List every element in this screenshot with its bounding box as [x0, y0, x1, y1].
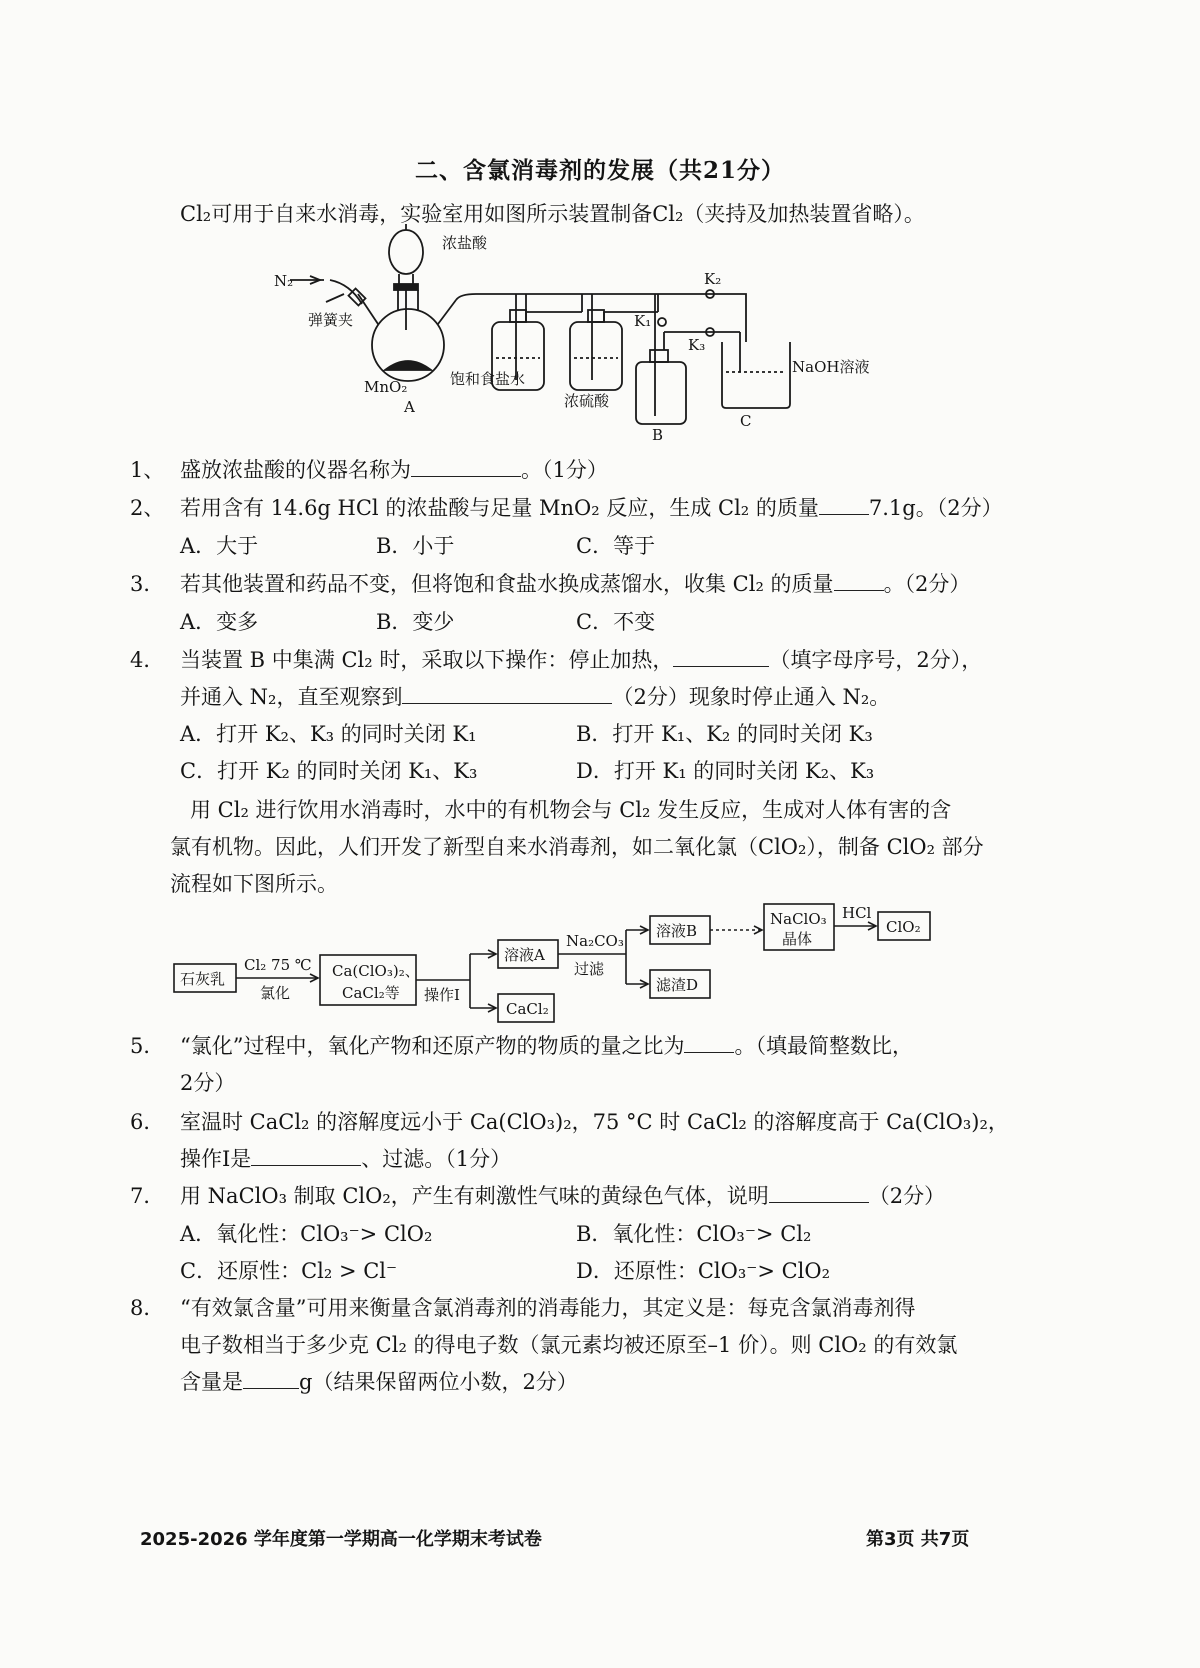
question-text-end: （2分）: [868, 1184, 946, 1208]
option-c[interactable]: C．等于: [576, 534, 656, 558]
flow-diagram: [170, 900, 950, 1030]
label-mno2: MnO₂: [364, 378, 408, 396]
question-3: [130, 566, 1030, 603]
flow-mix-2: CaCl₂等: [342, 984, 400, 1002]
question-text: 若用含有 14.6g HCl 的浓盐酸与足量 MnO₂ 反应，生成 Cl₂ 的质量: [180, 496, 819, 520]
flow-naclo3-1: NaClO₃: [770, 910, 827, 928]
section-title: 二、含氯消毒剂的发展（共21分）: [414, 157, 785, 184]
label-k2: K₂: [704, 270, 722, 288]
question-text-end: 。（2分）: [883, 572, 971, 596]
paragraph-line: 用 Cl₂ 进行饮用水消毒时，水中的有机物会与 Cl₂ 发生反应，生成对人体有害的含: [190, 798, 952, 822]
question-text: 当装置 B 中集满 Cl₂ 时，采取以下操作：停止加热，: [180, 648, 674, 672]
option-d[interactable]: D．打开 K₁ 的同时关闭 K₂、K₃: [576, 759, 875, 783]
question-number: 5．: [130, 1034, 165, 1058]
question-number: 4．: [130, 648, 165, 672]
answer-blank[interactable]: [819, 492, 869, 515]
question-number: 3．: [130, 572, 165, 596]
flow-sol-a: 溶液A: [504, 946, 545, 964]
flow-naclo3-2: 晶体: [782, 930, 813, 948]
label-h2so4: 浓硫酸: [564, 392, 610, 410]
question-text-line3: 含量是: [180, 1370, 243, 1394]
flow-mix-1: Ca(ClO₃)₂、: [332, 962, 420, 980]
option-b[interactable]: B．变少: [376, 610, 455, 634]
label-brine: 饱和食盐水: [450, 370, 526, 388]
intro-text: Cl₂可用于自来水消毒，实验室用如图所示装置制备Cl₂（夹持及加热装置省略）。: [180, 202, 925, 226]
paragraph-line: 流程如下图所示。: [170, 872, 338, 896]
answer-blank[interactable]: [834, 568, 884, 591]
question-6: [130, 1104, 1030, 1178]
question-text-end: g（结果保留两位小数，2分）: [299, 1370, 578, 1394]
label-n2: N₂: [274, 272, 294, 290]
question-text-end: 、过滤。（1分）: [361, 1147, 512, 1171]
option-c[interactable]: C．还原性：Cl₂ > Cl⁻: [180, 1259, 398, 1283]
answer-blank[interactable]: [673, 644, 769, 667]
question-4: [130, 642, 1030, 716]
flow-intro-paragraph: [170, 792, 1010, 903]
option-a[interactable]: A．大于: [180, 534, 259, 558]
question-text: 盛放浓盐酸的仪器名称为: [180, 458, 411, 482]
footer-exam-title: 2025-2026 学年度第一学期高一化学期末考试卷: [140, 1529, 542, 1550]
label-clamp: 弹簧夹: [308, 311, 354, 329]
question-8: [130, 1290, 1030, 1401]
option-c[interactable]: C．不变: [576, 610, 656, 634]
option-a[interactable]: A．氧化性：ClO₃⁻> ClO₂: [180, 1222, 433, 1246]
label-a: A: [404, 398, 415, 416]
flow-start: 石灰乳: [180, 970, 226, 988]
flow-hcl: HCl: [842, 904, 872, 922]
footer-page-number: 第3页 共7页: [866, 1529, 970, 1550]
flow-clo2: ClO₂: [886, 918, 921, 936]
question-number: 7．: [130, 1184, 165, 1208]
answer-blank[interactable]: [411, 454, 521, 477]
option-a[interactable]: A．变多: [180, 610, 259, 634]
question-2: [130, 490, 1030, 527]
question-text-line2-end: （2分）现象时停止通入 N₂。: [612, 685, 891, 709]
label-naoh: NaOH溶液: [792, 358, 870, 376]
question-text-line2: 并通入 N₂，直至观察到: [180, 685, 403, 709]
question-text-line2: 电子数相当于多少克 Cl₂ 的得电子数（氯元素均被还原至–1 价）。则 ClO₂ 的有效氯: [180, 1333, 958, 1357]
option-b[interactable]: B．小于: [376, 534, 455, 558]
question-text-line2: 2分）: [180, 1071, 236, 1095]
answer-blank[interactable]: [684, 1030, 734, 1053]
answer-blank[interactable]: [251, 1143, 361, 1166]
question-number: 2、: [130, 496, 165, 520]
flow-cond2-bottom: 过滤: [574, 960, 605, 978]
flow-cacl2: CaCl₂: [506, 1000, 549, 1018]
question-text-end: （填字母序号，2分），: [769, 648, 983, 672]
option-b[interactable]: B．氧化性：ClO₃⁻> Cl₂: [576, 1222, 812, 1246]
question-1: [130, 452, 1030, 489]
label-k1: K₁: [634, 312, 652, 330]
label-k3: K₃: [688, 336, 706, 354]
question-5: [130, 1028, 1030, 1102]
question-number: 8．: [130, 1296, 165, 1320]
question-text: 室温时 CaCl₂ 的溶解度远小于 Ca(ClO₃)₂，75 °C 时 CaCl₂ 的溶解度高于 Ca(ClO₃)₂，: [180, 1110, 1009, 1134]
label-acid: 浓盐酸: [442, 234, 488, 252]
apparatus-diagram: [270, 222, 870, 447]
answer-blank[interactable]: [243, 1366, 299, 1389]
flow-sol-b: 溶液B: [656, 922, 698, 940]
answer-blank[interactable]: [769, 1180, 869, 1203]
question-text-end: 7.1g。（2分）: [868, 496, 1003, 520]
question-text: “有效氯含量”可用来衡量含氯消毒剂的消毒能力，其定义是：每克含氯消毒剂得: [180, 1296, 916, 1320]
flow-cond1-bottom: 氯化: [260, 984, 291, 1002]
option-d[interactable]: D．还原性：ClO₃⁻> ClO₂: [576, 1259, 831, 1283]
option-b[interactable]: B．打开 K₁、K₂ 的同时关闭 K₃: [576, 722, 873, 746]
flow-cond2-top: Na₂CO₃: [566, 932, 624, 950]
question-7: [130, 1178, 1030, 1215]
answer-blank-2[interactable]: [402, 681, 612, 704]
question-number: 1、: [130, 458, 165, 482]
question-text: “氯化”过程中，氧化产物和还原产物的物质的量之比为: [180, 1034, 685, 1058]
flow-res-d: 滤渣D: [656, 976, 699, 994]
question-text-end: 。（1分）: [521, 458, 608, 482]
question-text-end: 。（填最简整数比，: [734, 1034, 913, 1058]
flow-cond1-top: Cl₂ 75 ℃: [244, 956, 312, 974]
option-a[interactable]: A．打开 K₂、K₃ 的同时关闭 K₁: [180, 722, 477, 746]
paragraph-line: 氯有机物。因此，人们开发了新型自来水消毒剂，如二氧化氯（ClO₂），制备 ClO₂ 部分: [170, 835, 984, 859]
option-c[interactable]: C．打开 K₂ 的同时关闭 K₁、K₃: [180, 759, 478, 783]
question-text-line2: 操作I是: [180, 1147, 252, 1171]
label-c: C: [740, 412, 752, 430]
question-number: 6．: [130, 1110, 165, 1134]
label-b: B: [652, 426, 664, 444]
question-text: 若其他装置和药品不变，但将饱和食盐水换成蒸馏水，收集 Cl₂ 的质量: [180, 572, 834, 596]
flow-op1: 操作I: [424, 986, 460, 1004]
question-text: 用 NaClO₃ 制取 ClO₂，产生有刺激性气味的黄绿色气体，说明: [180, 1184, 769, 1208]
